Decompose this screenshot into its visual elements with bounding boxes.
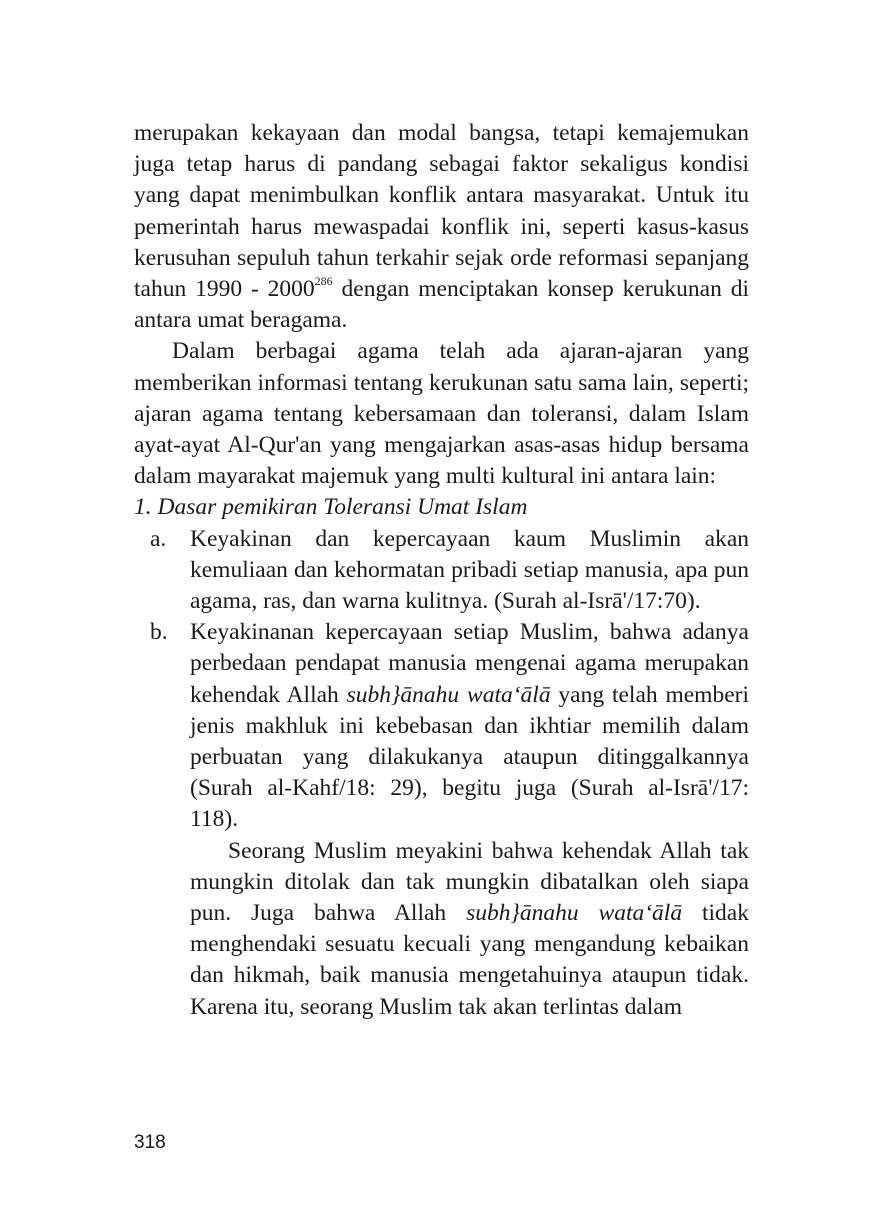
- list-item-a-text: Keyakinan dan kepercayaan kaum Muslimin akan kemuliaan dan kehormatan pribadi setiap manusia, apa pun agama, ras, dan warna kulitnya. (Surah al-Isrā'/17:70).: [190, 525, 749, 615]
- paragraph-1: [134, 118, 749, 336]
- sub-paragraph: [134, 836, 749, 1023]
- list-item-b: [134, 617, 749, 835]
- sub-paragraph-text-b: tidak menghendaki sesuatu kecuali yang mengandung kebaikan dan hikmah, baik manusia mengetahuinya ataupun tidak. Karena itu, seorang Muslim tak akan terlintas dalam: [190, 900, 749, 1020]
- list-marker-a: a.: [150, 525, 167, 552]
- list-marker-b: b.: [150, 619, 168, 646]
- page-number: 318: [134, 1132, 166, 1153]
- page-body: [134, 118, 749, 1023]
- paragraph-2: Dalam berbagai agama telah ada ajaran-ajaran yang memberikan informasi tentang kerukunan satu sama lain, seperti; ajaran agama tentang kebersamaan dan toleransi, dalam Islam ayat-ayat Al-Qur'an yang mengajarkan asas-asas hidup bersama dalam mayarakat majemuk yang multi kultural ini antara lain:: [134, 338, 749, 490]
- sub-paragraph-italic: subh}ānahu wata‘ālā: [466, 900, 683, 927]
- list-item-a: [134, 524, 749, 618]
- footnote-ref-286[interactable]: 286: [314, 274, 333, 289]
- list: [134, 524, 749, 836]
- paragraph-1-text-a: merupakan kekayaan dan modal bangsa, tetapi kemajemukan juga tetap harus di pandang sebagai faktor sekaligus kondisi yang dapat menimbulkan konflik antara masyarakat. Untuk itu pemerintah harus mewaspadai konflik ini, seperti kasus-kasus kerusuhan sepuluh tahun terkahir sejak orde reformasi sepanjang tahun 1990 - 2000: [134, 120, 749, 303]
- list-item-b-italic: subh}ānahu wata‘ālā: [346, 681, 551, 708]
- section-heading: 1. Dasar pemikiran Toleransi Umat Islam: [134, 494, 528, 521]
- sub-paragraph-text-a: Seorang Muslim meyakini bahwa kehendak Allah tak mungkin ditolak dan tak mungkin dibatalkan oleh siapa pun. Juga bahwa Allah: [190, 837, 749, 927]
- paragraph-1-text-b: dengan menciptakan konsep kerukunan di antara umat beragama.: [134, 276, 749, 334]
- list-item-b-text-a: Keyakinanan kepercayaan setiap Muslim, bahwa adanya perbedaan pendapat manusia mengenai agama merupakan kehendak Allah: [190, 619, 749, 708]
- list-item-b-text-b: yang telah memberi jenis makhluk ini kebebasan dan ikhtiar memilih dalam perbuatan yang dilakukanya ataupun ditinggalkannya (Surah al-Kahf/18: 29), begitu juga (Surah al-Isrā'/17: 118).: [190, 681, 749, 833]
